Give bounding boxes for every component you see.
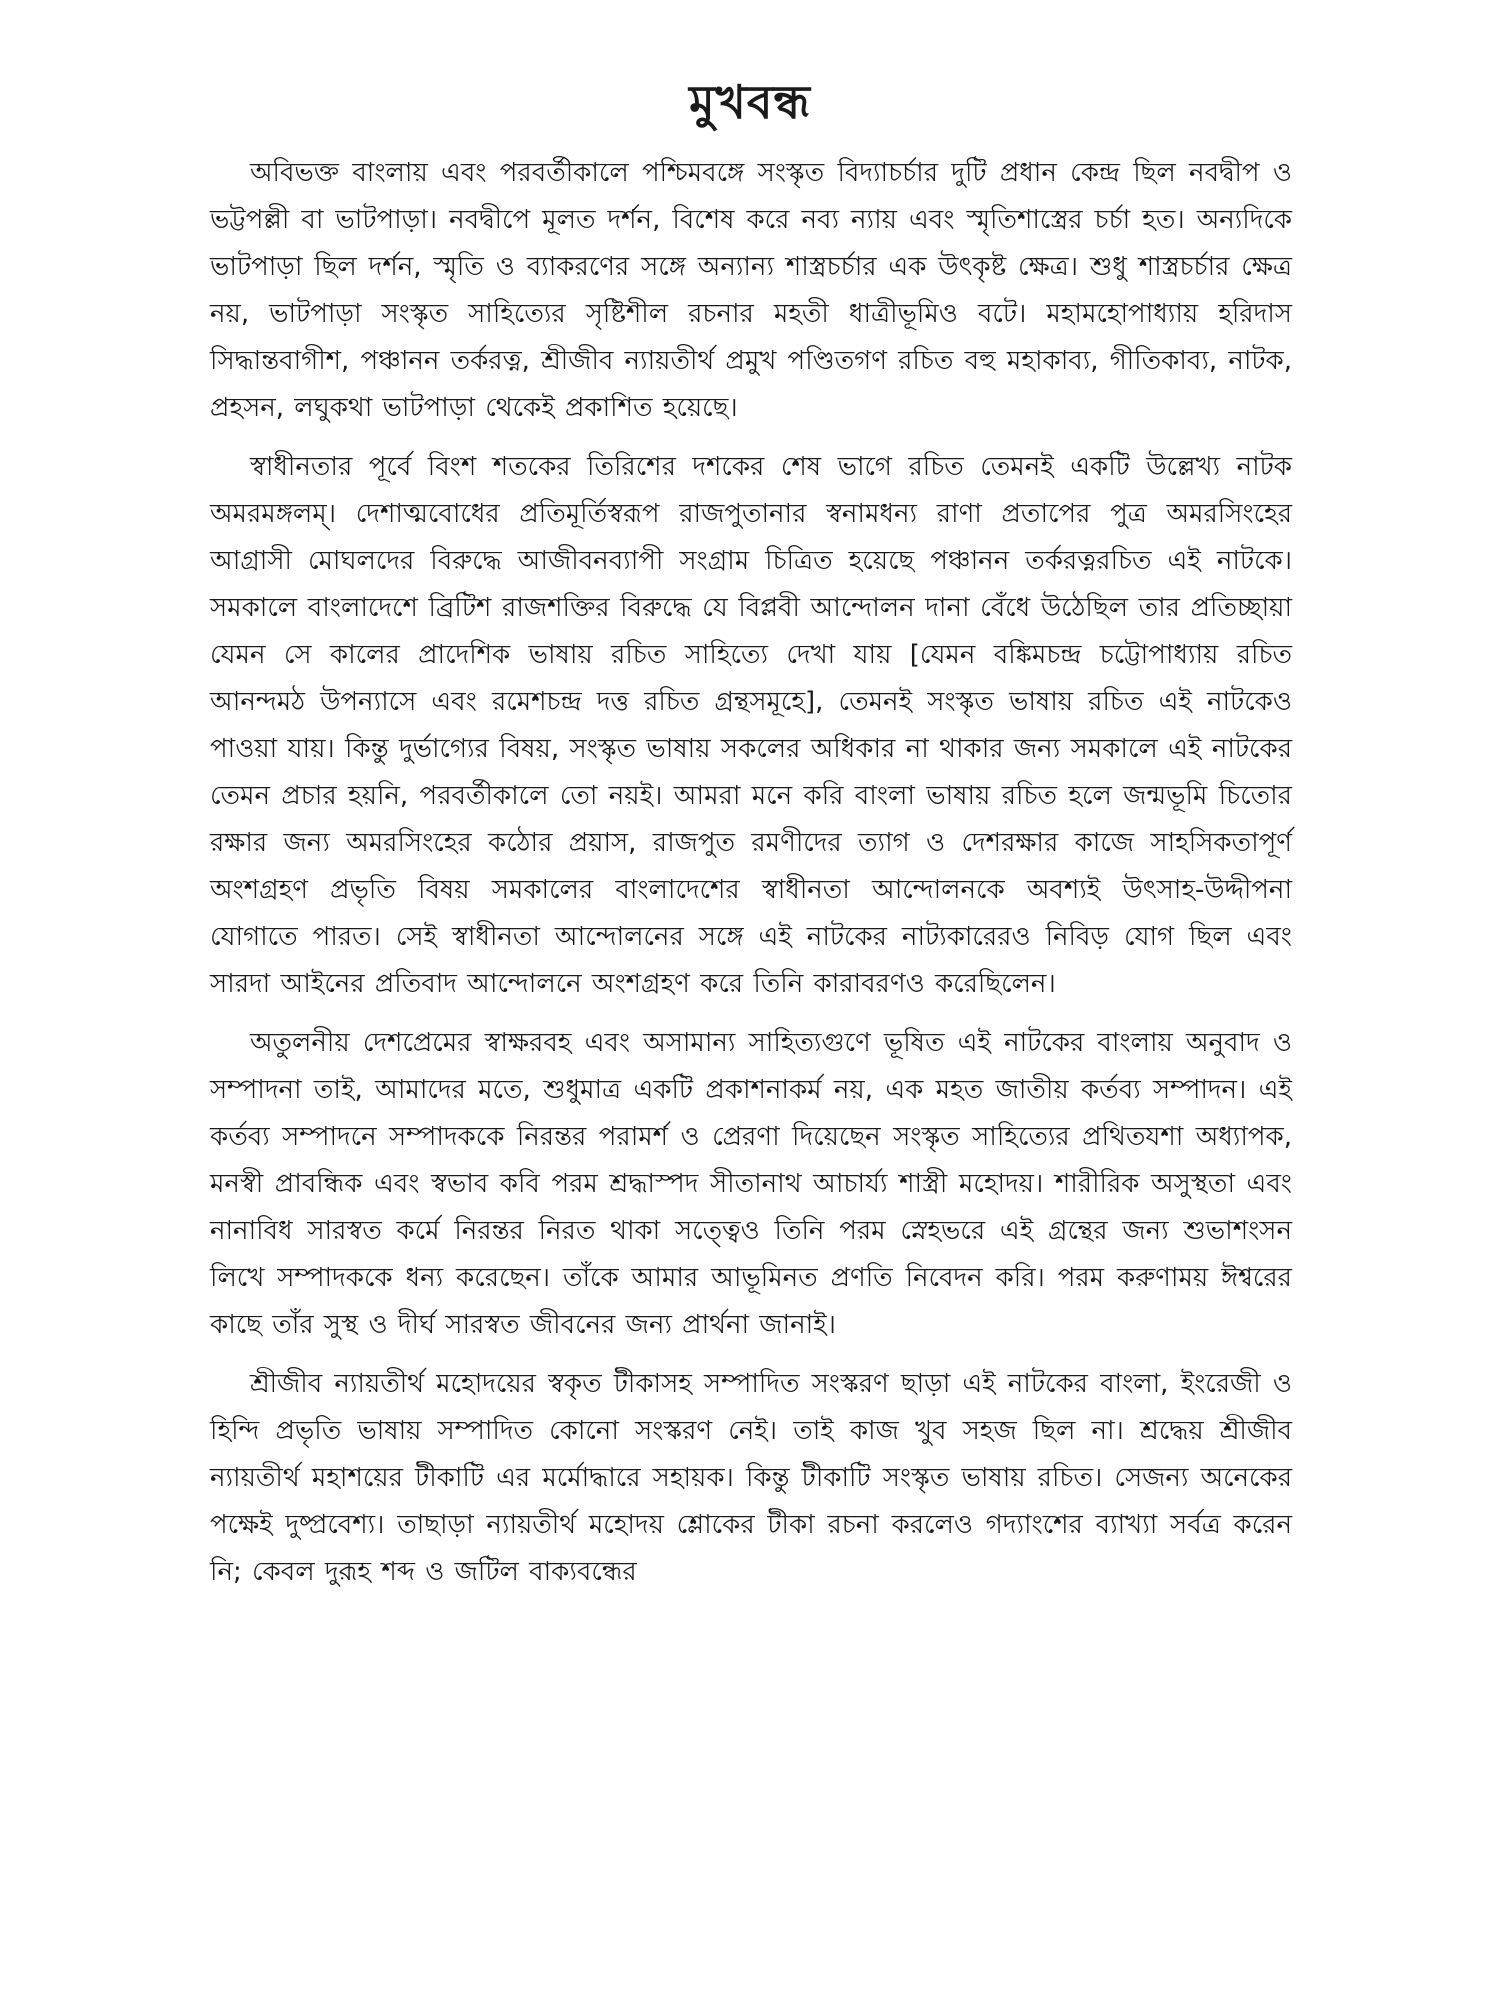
page-title: মুখবন্ধ: [689, 75, 811, 129]
paragraph-4: শ্রীজীব ন্যায়তীর্থ মহোদয়ের স্বকৃত টীকাসহ সম্পাদিত সংস্করণ ছাড়া এই নাটকের বাংলা, ইংরেজী ও হিন্দি প্রভৃতি ভাষায় সম্পাদিত কোনো সংস্করণ নেই। তাই কাজ খুব সহজ ছিল না। শ্রদ্ধেয় শ্রীজীব ন্যায়তীর্থ মহাশয়ের টীকাটি এর মর্মোদ্ধারে সহায়ক। কিন্তু টীকাটি সংস্কৃত ভাষায় রচিত। সেজন্য অনেকের পক্ষেই দুষ্প্রবেশ্য। তাছাড়া ন্যায়তীর্থ মহোদয় শ্লোকের টীকা রচনা করলেও গদ্যাংশের ব্যাখ্যা সর্বত্র করেন নি; কেবল দুরূহ শব্দ ও জটিল বাক্যবন্ধের: [210, 1369, 1292, 1587]
body-text: [210, 150, 1292, 1608]
paragraph-1: অবিভক্ত বাংলায় এবং পরবর্তীকালে পশ্চিমবঙ্গে সংস্কৃত বিদ্যাচর্চার দুটি প্রধান কেন্দ্র ছিল নবদ্বীপ ও ভট্টপল্লী বা ভাটপাড়া। নবদ্বীপে মূলত দর্শন, বিশেষ করে নব্য ন্যায় এবং স্মৃতিশাস্ত্রের চর্চা হত। অন্যদিকে ভাটপাড়া ছিল দর্শন, স্মৃতি ও ব্যাকরণের সঙ্গে অন্যান্য শাস্ত্রচর্চার এক উৎকৃষ্ট ক্ষেত্র। শুধু শাস্ত্রচর্চার ক্ষেত্র নয়, ভাটপাড়া সংস্কৃত সাহিত্যের সৃষ্টিশীল রচনার মহতী ধাত্রীভূমিও বটে। মহামহোপাধ্যায় হরিদাস সিদ্ধান্তবাগীশ, পঞ্চানন তর্করত্ন, শ্রীজীব ন্যায়তীর্থ প্রমুখ পণ্ডিতগণ রচিত বহু মহাকাব্য, গীতিকাব্য, নাটক, প্রহসন, লঘুকথা ভাটপাড়া থেকেই প্রকাশিত হয়েছে।: [210, 158, 1292, 423]
paragraph-3: অতুলনীয় দেশপ্রেমের স্বাক্ষরবহ এবং অসামান্য সাহিত্যগুণে ভূষিত এই নাটকের বাংলায় অনুবাদ ও সম্পাদনা তাই, আমাদের মতে, শুধুমাত্র একটি প্রকাশনাকর্ম নয়, এক মহত জাতীয় কর্তব্য সম্পাদন। এই কর্তব্য সম্পাদনে সম্পাদককে নিরন্তর পরামর্শ ও প্রেরণা দিয়েছেন সংস্কৃত সাহিত্যের প্রথিতযশা অধ্যাপক, মনস্বী প্রাবন্ধিক এবং স্বভাব কবি পরম শ্রদ্ধাস্পদ সীতানাথ আচার্য্য শাস্ত্রী মহোদয়। শারীরিক অসুস্থতা এবং নানাবিধ সারস্বত কর্মে নিরন্তর নিরত থাকা সত্ত্বেও তিনি পরম স্নেহভরে এই গ্রন্থের জন্য শুভাশংসন লিখে সম্পাদককে ধন্য করেছেন। তাঁকে আমার আভূমিনত প্রণতি নিবেদন করি। পরম করুণাময় ঈশ্বরের কাছে তাঁর সুস্থ ও দীর্ঘ সারস্বত জীবনের জন্য প্রার্থনা জানাই।: [210, 1028, 1292, 1340]
paragraph-2: স্বাধীনতার পূর্বে বিংশ শতকের তিরিশের দশকের শেষ ভাগে রচিত তেমনই একটি উল্লেখ্য নাটক অমরমঙ্গলম্। দেশাত্মবোধের প্রতিমূর্তিস্বরূপ রাজপুতানার স্বনামধন্য রাণা প্রতাপের পুত্র অমরসিংহের আগ্রাসী মোঘলদের বিরুদ্ধে আজীবনব্যাপী সংগ্রাম চিত্রিত হয়েছে পঞ্চানন তর্করত্নরচিত এই নাটকে। সমকালে বাংলাদেশে ব্রিটিশ রাজশক্তির বিরুদ্ধে যে বিপ্লবী আন্দোলন দানা বেঁধে উঠেছিল তার প্রতিচ্ছায়া যেমন সে কালের প্রাদেশিক ভাষায় রচিত সাহিত্যে দেখা যায় [যেমন বঙ্কিমচন্দ্র চট্টোপাধ্যায় রচিত আনন্দমঠ উপন্যাসে এবং রমেশচন্দ্র দত্ত রচিত গ্রন্থসমূহে], তেমনই সংস্কৃত ভাষায় রচিত এই নাটকেও পাওয়া যায়। কিন্তু দুর্ভাগ্যের বিষয়, সংস্কৃত ভাষায় সকলের অধিকার না থাকার জন্য সমকালে এই নাটকের তেমন প্রচার হয়নি, পরবর্তীকালে তো নয়ই। আমরা মনে করি বাংলা ভাষায় রচিত হলে জন্মভূমি চিতোর রক্ষার জন্য অমরসিংহের কঠোর প্রয়াস, রাজপুত রমণীদের ত্যাগ ও দেশরক্ষার কাজে সাহসিকতাপূর্ণ অংশগ্রহণ প্রভৃতি বিষয় সমকালের বাংলাদেশের স্বাধীনতা আন্দোলনকে অবশ্যই উৎসাহ-উদ্দীপনা যোগাতে পারত। সেই স্বাধীনতা আন্দোলনের সঙ্গে এই নাটকের নাট্যকারেরও নিবিড় যোগ ছিল এবং সারদা আইনের প্রতিবাদ আন্দোলনে অংশগ্রহণ করে তিনি কারাবরণও করেছিলেন।: [210, 452, 1292, 999]
